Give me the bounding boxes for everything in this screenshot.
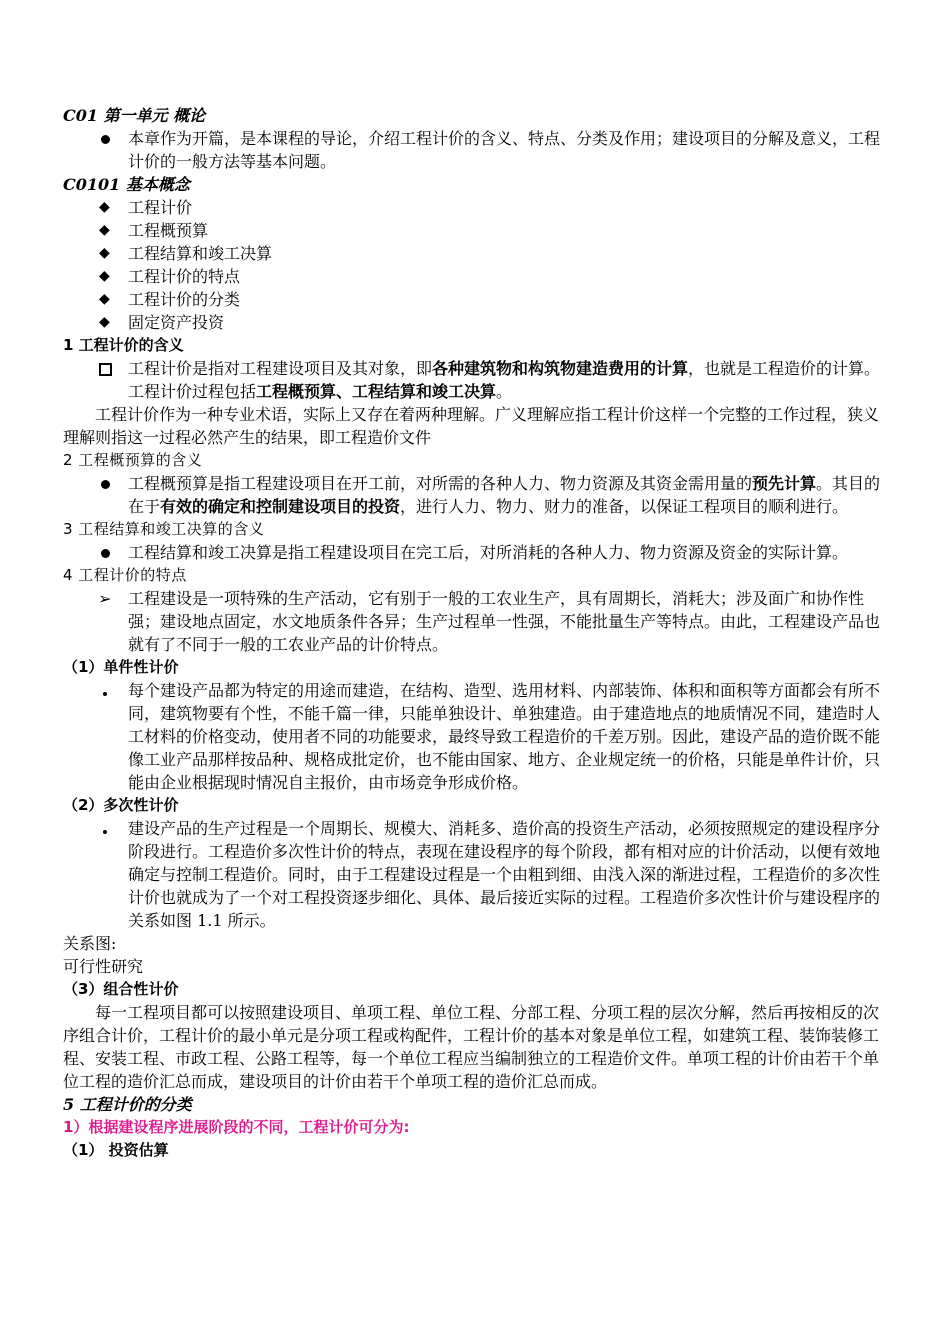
diamond-bullet-icon: ◆ — [99, 199, 110, 215]
relation-label: 关系图: — [63, 934, 117, 953]
section-5-pink-heading: 1）根据建设程序进展阶段的不同，工程计价可分为: — [63, 1118, 410, 1136]
sub3-heading: （3）组合性计价 — [63, 980, 179, 998]
concept-item: ◆ 工程计价的分类 — [99, 290, 241, 309]
diamond-bullet-icon: ◆ — [99, 291, 110, 307]
feasibility-label: 可行性研究 — [63, 957, 144, 976]
diamond-bullet-icon: ◆ — [99, 245, 110, 261]
diamond-bullet-icon: ◆ — [99, 222, 110, 238]
section-5-item-1: （1） 投资估算 — [63, 1141, 169, 1159]
small-dot-icon — [95, 679, 115, 702]
section-1-item: 工程计价是指对工程建设项目及其对象，即各种建筑物和构筑物建造费用的计算，也就是工程造价的计算。工程计价过程包括工程概预算、工程结算和竣工决算。 — [63, 357, 889, 403]
section-3-heading: 3 工程结算和竣工决算的含义 — [63, 520, 265, 538]
section-3-item: 工程结算和竣工决算是指工程建设项目在完工后，对所消耗的各种人力、物力资源及资金的实际计算。 — [63, 541, 889, 564]
document-page — [63, 104, 889, 1162]
concept-item: ◆ 工程概预算 — [99, 221, 209, 240]
section-4-heading: 4 工程计价的特点 — [63, 566, 187, 584]
sub3-paragraph: 每一工程项目都可以按照建设项目、单项工程、单位工程、分部工程、分项工程的层次分解，然后再按相反的次序组合计价，工程计价的最小单元是分项工程或构配件，工程计价的基本对象是单位工程，如建筑工程、装饰装修工程、安装工程、市政工程、公路工程等，每一个单位工程应当编制独立的工程造价文件。单项工程的计价由若干个单位工程的造价汇总而成，建设项目的计价由若干个单项工程的造价汇总而成。 — [63, 1003, 880, 1091]
sub1-heading: （1）单件性计价 — [63, 658, 179, 676]
concept-item: ◆ 固定资产投资 — [99, 313, 225, 332]
square-bullet-icon — [95, 357, 115, 382]
round-bullet-icon — [95, 472, 115, 495]
section-2-item: 工程概预算是指工程建设项目在开工前，对所需的各种人力、物力资源及其资金需用量的预先计算。其目的在于有效的确定和控制建设项目的投资，进行人力、物力、财力的准备，以保证工程项目的顺利进行。 — [63, 472, 889, 518]
round-bullet-icon — [95, 127, 115, 150]
concept-item: ◆ 工程结算和竣工决算 — [99, 244, 273, 263]
sub2-heading: （2）多次性计价 — [63, 796, 179, 814]
diamond-bullet-icon: ◆ — [99, 268, 110, 284]
c01-heading: C01 第一单元 概论 — [63, 106, 206, 125]
c0101-heading: C0101 基本概念 — [63, 175, 190, 194]
small-dot-icon — [95, 817, 115, 840]
concept-list — [63, 196, 889, 334]
section-2-heading: 2 工程概预算的含义 — [63, 451, 203, 469]
arrow-bullet-icon: ➢ — [98, 589, 112, 608]
section-5-heading: 5 工程计价的分类 — [63, 1095, 192, 1114]
c01-intro-item — [63, 127, 889, 173]
sub2-item: 建设产品的生产过程是一个周期长、规模大、消耗多、造价高的投资生产活动，必须按照规定的建设程序分阶段进行。工程造价多次性计价的特点，表现在建设程序的每个阶段，都有相对应的计价活动，以便有效地确定与控制工程造价。同时，由于工程建设过程是一个由粗到细、由浅入深的渐进过程，工程造价的多次性计价也就成为了一个对工程投资逐步细化、具体、最后接近实际的过程。工程造价多次性计价与建设程序的关系如图 1.1 所示。 — [63, 817, 889, 932]
c01-intro-text: 本章作为开篇，是本课程的导论，介绍工程计价的含义、特点、分类及作用；建设项目的分解及意义，工程计价的一般方法等基本问题。 — [128, 129, 881, 171]
concept-item: ◆ 工程计价的特点 — [99, 267, 241, 286]
section-4-item: ➢ 工程建设是一项特殊的生产活动，它有别于一般的工农业生产，具有周期长，消耗大；涉及面广和协作性强；建设地点固定，水文地质条件各异；生产过程单一性强，不能批量生产等特点。由此，工程建设产品也就有了不同于一般的工农业产品的计价特点。 — [63, 587, 889, 656]
concept-item: ◆ 工程计价 — [99, 198, 193, 217]
diamond-bullet-icon: ◆ — [99, 314, 110, 330]
round-bullet-icon — [95, 541, 115, 564]
section-1-paragraph: 工程计价作为一种专业术语，实际上又存在着两种理解。广义理解应指工程计价这样一个完整的工作过程，狭义理解则指这一过程必然产生的结果，即工程造价文件 — [63, 405, 880, 447]
section-1-heading: 1 工程计价的含义 — [63, 336, 184, 354]
sub1-item: 每个建设产品都为特定的用途而建造，在结构、造型、选用材料、内部装饰、体积和面积等方面都会有所不同，建筑物要有个性，不能千篇一律，只能单独设计、单独建造。由于建造地点的地质情况不同，建造时人工材料的价格变动，使用者不同的功能要求，最终导致工程造价的千差万别。因此，建设产品的造价既不能像工业产品那样按品种、规格成批定价，也不能由国家、地方、企业规定统一的价格，只能是单件计价，只能由企业根据现时情况自主报价，由市场竞争形成价格。 — [63, 679, 889, 794]
